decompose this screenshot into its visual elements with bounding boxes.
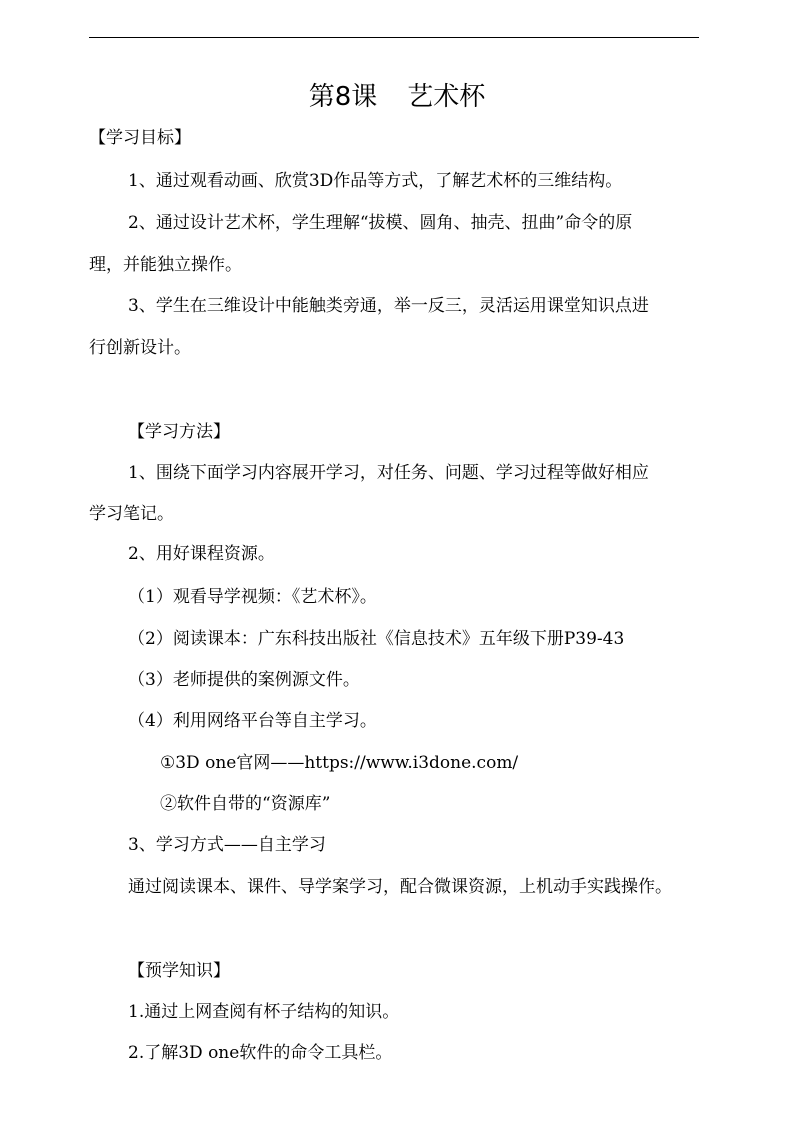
objective-item-continuation: 行创新设计。 bbox=[89, 338, 191, 358]
preview-item: 2.了解3D one软件的命令工具栏。 bbox=[128, 1043, 393, 1063]
method-item-continuation: 学习笔记。 bbox=[89, 504, 174, 524]
preview-item: 1.通过上网查阅有杯子结构的知识。 bbox=[128, 1002, 400, 1022]
objective-item-continuation: 理，并能独立操作。 bbox=[89, 255, 242, 275]
method-subitem: （4）利用网络平台等自主学习。 bbox=[128, 711, 377, 731]
method-item: 3、学习方式——自主学习 bbox=[128, 835, 326, 855]
lesson-name: 艺术杯 bbox=[407, 82, 486, 112]
objective-item: 3、学生在三维设计中能触类旁通，举一反三，灵活运用课堂知识点进 bbox=[128, 296, 649, 316]
method-resource-link: ①3D one官网——https://www.i3done.com/ bbox=[160, 753, 519, 773]
method-subitem: （3）老师提供的案例源文件。 bbox=[128, 670, 360, 690]
method-resource: ②软件自带的“资源库” bbox=[160, 794, 331, 814]
method-item: 1、围绕下面学习内容展开学习，对任务、问题、学习过程等做好相应 bbox=[128, 463, 649, 483]
method-subitem: （1）观看导学视频：《艺术杯》。 bbox=[128, 587, 377, 607]
objective-item: 2、通过设计艺术杯，学生理解“拔模、圆角、抽壳、扭曲”命令的原 bbox=[128, 213, 633, 233]
method-subitem: （2）阅读课本：广东科技出版社《信息技术》五年级下册P39-43 bbox=[128, 629, 625, 649]
header-rule bbox=[89, 37, 699, 38]
preview-heading: 【预学知识】 bbox=[128, 961, 230, 981]
lesson-number: 第8课 bbox=[308, 82, 378, 112]
methods-heading: 【学习方法】 bbox=[128, 422, 230, 442]
page-title bbox=[0, 80, 794, 114]
objectives-heading: 【学习目标】 bbox=[89, 128, 191, 148]
objective-item: 1、通过观看动画、欣赏3D作品等方式，了解艺术杯的三维结构。 bbox=[128, 171, 623, 191]
method-item: 2、用好课程资源。 bbox=[128, 544, 275, 564]
method-detail: 通过阅读课本、课件、导学案学习，配合微课资源，上机动手实践操作。 bbox=[128, 877, 672, 897]
